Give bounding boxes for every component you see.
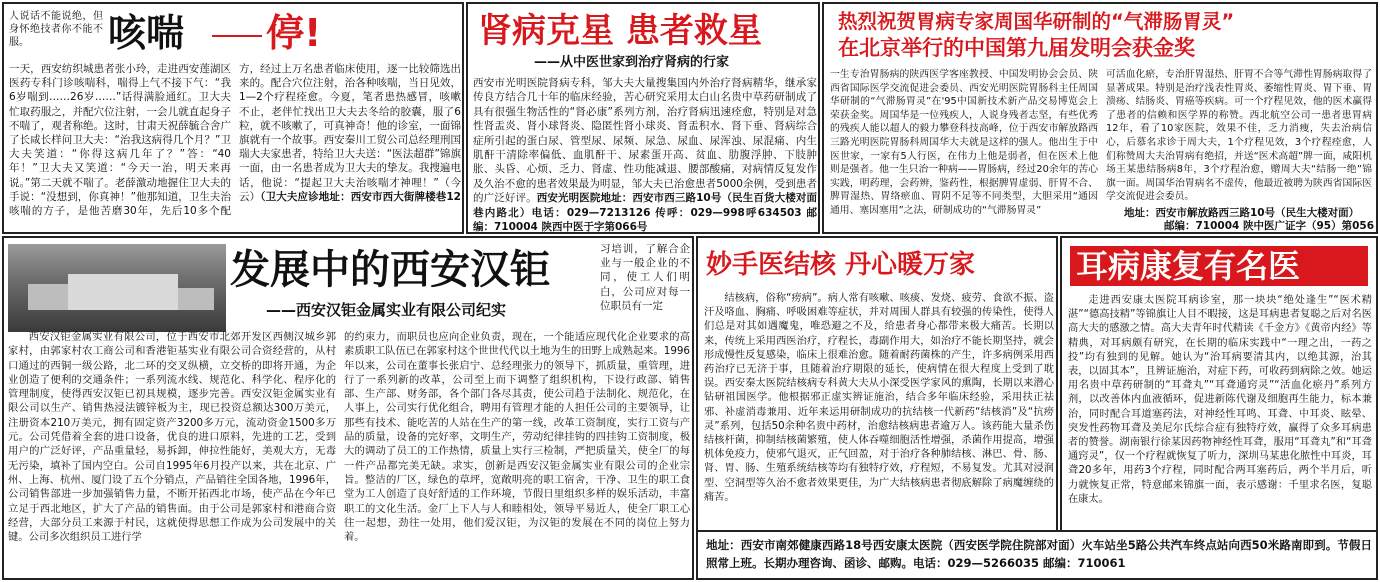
hanju-col2: 的约束力，而职员也应向企业负责，现在，一个能适应现代化企业要求的高素质职工队伍已在郭家村这个世世代代以土地为生的田野上成熟起来。1996年以来，公司在董事长张启宁、总经理张力的领导下，抓质量，重管理，进行了一系列新的改革，公司至上而下调整了组织机构，下设行政部、销售部、生产部、财务部，各个部门各尽其责，使公司趋于法制化、规范化，在人事上，公司实行优化组合，聘用有管理才能的人担任公司的主要领导，让那些有技术、能吃苦的人站在生产的第一线，改革工资制度，实行工资与产品的质量，设备的完好率，文明生产，劳动纪律挂钩的四挂钩工资制度，极大的调动了员工的工作热情，质量上实行三检制，严把质量关，使全厂的每一件产品都完美无缺。求实，创新是西安汉钜金属实业有限公司的企业宗旨。整洁的厂区，绿色的草坪，宽敞明亮的职工宿舍，干净、卫生的职工食堂为工人创造了良好舒适的工作环境，节假日里组织多样的娱乐活动，丰富职工的文化生活。金厂上下人与人和睦相处，领导平易近人，使全厂职工心往一起想，劲往一处用，他们爱汉钜，为汉钜的发展在不同的岗位上努力着。 [344,331,690,544]
cough-note: （今云） [239,176,461,203]
article-ear [1060,236,1378,580]
tb-address-strip [696,530,1378,580]
stomach-col2: 可活血化瘀，专治肝胃湿热、肝胃不合等气滞性胃肠病取得了显著成果。特别是治疗浅表性胃炎、萎缩性胃炎、胃下垂、胃溃疡、结肠炎、胃癌等疾病。可一个疗程见效，他的医术赢得了患者的信赖和医学界的称赞。西北航空公司一患者患胃病12年，看了10家医院，效果不佳，乏力消瘦，失去治病信心，后慕名求诊于周大夫，1个疗程见效，3个疗程痊愈，人们称赞周大夫治胃病有绝招，并送“医术高超”牌一面，咸阳机场王某患结肠病8年，3个疗程治愈，赠周大夫“结肠一绝”锦旗一面。周国华治胃病名不虚传，他最近被聘为陕西省国际医学交流促进会委员。 [1106,69,1372,203]
stomach-col1: 一生专治胃肠病的陕西医学客座教授、中国发明协会会员、陕西省国际医学交流促进会委员、西安光明医院胃肠科主任周国华研制的“气滞肠胃灵”在'95中国新技术新产品交易博览会上荣获金奖。周国华是一位残疾人，人说身残者志坚，有些优秀的残疾人能以超人的毅力攀登科技高峰，位于西安市解放路西三路光明医院胃肠科周国华大夫就是这样的强人。他出生于中医世家，一家有5人行医，在伟力上他是弱者，但在医术上他则是强者。他一生只治一种病——胃肠病，经过20余年的苦心实践，明药理，会药辨，鉴药性，根据脾胃虚弱、肝胃不合、脾胃湿热、胃络瘀血、胃阴不足等不同类型，大胆采用“通因通用、塞因塞用”之法，研制成功的“气滞肠胃灵” [830,69,1098,216]
tb-address: 地址：西安市南郊健康西路18号西安康太医院（西安医学院住院部对面）火车站坐5路公共汽车终点站向西50米路南即到。节假日照常上班。长期办理咨询、函诊、邮购。电话：029—5266035 邮编：710061 [706,538,1372,570]
cough-body [9,62,461,230]
article-hanju [2,236,694,580]
stomach-title-line2: 在北京举行的中国第九届发明会获金奖 [838,36,1195,60]
stomach-title-line1: 热烈祝贺胃病专家周国华研制的“气滞肠胃灵” [838,10,1235,33]
tb-body: 结核病，俗称“痨病”。病人常有咳嗽、咳痰、发烧、疲劳、食欲不振、盗汗及咯血、胸痛、呼吸困难等症状，并对周围人群具有较强的传染性，使得人们总是对其如遇魔鬼，唯恐避之不及，给患者身心都带来极大痛苦。长期以来，传统上采用西医治疗，疗程长，毒副作用大，如治疗不能长期坚持，就会形成慢性反复感染，临床上很难治愈。随着耐药菌株的产生，许多病例采用西药治疗已无济于事，且随着治疗期限的延长，使病情在很大程度上受到了耽误。西安秦太医院结核病专科黄大夫从小深受医学家风的熏陶，长期以来潜心钻研祖国医学。他根据邪正虚实辨证施治，结合多年临床经验，采用扶正祛邪、补虚消毒兼用、近年来运用研制成功的抗结核一代新药“结核消”及“抗痨灵”系列，包括50余种名贵中药材，治愈结核病患者逾万人。该药能大量杀伤结核杆菌，抑制结核菌繁殖，使人体吞噬细胞活性增强，杀菌作用提高，增强机体免疫力，使邪气退灭，正气回盈，对于治疗各种肺结核、淋巴、骨、肠、肾、胃、肠、生殖系统结核等均有独特疗效，疗程短，不易复发。尤其对浸润型、空洞型等久治不愈者效果更佳，为广大结核病患者彻底解除了病魔缠绕的痛苦。 [704,293,1054,503]
hanju-col0-top: 习培训，了解合企业与一般企业的不同，使工人们明白，公司应对每一位职员有一定 [600,243,690,312]
factory-building [68,274,178,310]
cough-intro: 人说话不能说绝，但身怀绝技者你不能不服。 [9,11,103,48]
ear-title: 耳病康复有名医 [1076,247,1301,285]
cough-address: （卫大夫应诊地址：西安市西大街牌楼巷12 [260,190,461,203]
tb-title: 妙手医结核 丹心暖万家 [706,250,976,280]
article-stomach [822,2,1378,234]
kidney-body-text: 西安市光明医院肾病专科，邹大夫大量搜集国内外治疗肾病精华，继承家传良方结合几十年的临床经验，苦心研究采用太白山名贵中草药研制成了具有很强生物活性的“肾必康”系列方剂，治疗肾病迅速痊愈，特别是对急性肾盂炎、肾小球肾炎、隐匿性肾小球炎、肾盂积水、肾下垂、肾病综合症所引起的蛋白尿、管型尿、尿频、尿急、尿血、尿浑浊、尿混痛、内生肌酐干清除率偏低、血肌酐干、尿素蛋开高、贫血、肋腹浮肿、下肢肿胀、头昏、心烦、乏力、肾虚、性功能减退、腰部酸痛，对病情反复发作及久治不愈的患者效果最为明显，邹大夫已治愈患者5000余例，受到患者的广泛好评。 [473,77,817,205]
article-kidney [466,2,820,234]
kidney-subtitle: ——从中医世家到治疗肾病的行家 [534,55,730,70]
stomach-address: 地址：西安市解放路西三路10号（民生大楼对面） [1124,207,1360,219]
factory-building-wing [28,284,68,310]
cough-title-left: 咳喘 [108,11,185,55]
stomach-postcode: 邮编：710004 陕中医广证字（95）第056 [1164,220,1374,232]
hanju-col1: 西安汉钜金属实业有限公司，位于西安市北郊开发区西侧汉城乡郭家村，由郭家村农工商公司和香港钜基实业有限公司合资经营的，从村口通过的西铜一级公路，北二环的交叉纵横，立交桥的即将开通，为企业创造了便利的交通条件；一系列流水线、规范化、科学化、程序化的管理制度，使得西安汉钜已初具规模，逐步完善。西安汉钜金属实业有限公司以生产、销售热浸法镀锌板为主，现已投资总额达300万美元，注册资本210万美元，拥有固定资产3200多万元，流动资金1500多万元。公司凭借着全套的进口设备，优良的进口原料，先进的工艺，受到用户的广泛好评，产品重量轻，易拆卸，伸拉性能好，美观大方，无毒无污染，填补了国内空白。公司自1995年6月投产以来，共在北京、广州、上海、杭州、厦门设了五个分销点，产品销往全国各地，1996年，公司销售部进一步加强销售力量，不断开拓西北市场，使产品在今年已立足于西北地区，扩大了产品的销售面。由于公司是郭家村和港商合资经营，大部分员工来源于村民，这就使得思想工作成为公司发展中的关键。公司多次组织员工进行学 [8,331,336,544]
hanju-subtitle: ——西安汉钜金属实业有限公司纪实 [266,301,507,319]
factory-building-wing [178,288,214,310]
article-cough-asthma [2,2,464,234]
hanju-title: 发展中的西安汉钜 [230,247,550,293]
kidney-address: 西安光明医院地址：西安市西三路10号（民生百货大楼对面巷内路北）电话：029—7213126 传呼：029—998呼634503 邮编：710004 陕西中医于字第066号 [473,192,817,232]
ear-body: 走进西安康太医院耳病诊室，那一块块“绝处逢生”“医术精湛”“德高技精”等锦旗让人目不暇接，这是耳病患者复聪之后对名医高大夫的感激之情。高大夫青年时代精读《千金方》《黄帝内经》等精典，对耳病颇有研究，在长期的临床实践中“一理之出，一药之投”均有独到的见解。她认为“治耳病要清其内，以绝其源，治其表，以固其本”，且辨证施治，对症下药，可收药到病除之效。她运用名贵中草药研制的“耳聋丸”“耳聋通窍灵”“活血化瘀丹”系列方剂，以改善体内血液循环，促进新陈代谢及细胞再生能力，标本兼治，同时配合耳道塞药法，对神经性耳鸣、耳聋、中耳炎、眩晕、突发性药物耳聋及美尼尔氏综合症有独特疗效，赢得了众多耳病患者的赞誉。湖南银行徐某因药物神经性耳聋，服用“耳聋丸”和“耳聋通窍灵”，仅一个疗程就恢复了听力，深圳马某患化脓性中耳炎，耳聋20多年，用药3个疗程，同时配合两耳塞药后，两个半月后，听力就恢复正常，特意邮来锦旗一面，表示感谢：千里求名医，复聪在康太。 [1068,295,1372,505]
cough-title-right: 停! [266,11,322,55]
kidney-body [473,76,817,232]
kidney-title: 肾病克星 患者救星 [478,11,762,51]
article-tb [696,236,1058,580]
factory-photo [8,244,226,332]
cough-body-text: 一天，西安纺织城患者张小玲，走进西安莲湖区医药专科门诊咳喘科，喘得上气不接下气：“我6岁喘到……26岁……”话得满脸通红。卫大夫忙取药服之，并配穴位注射，一会儿就直起身子不喘了，观者称绝。这时，甘肃天祝薛毓合舍广了长咸长样问卫大夫：“治我这病得几个月？”卫大夫笑道：“你得这病几年了？”答：“40年！”卫大夫又笑道：“今天一治，明天来再说。”第二天就不喘了。老薛激动地握住卫大夫的手说：“没想到，你真神！”他那知道，卫生夫治咳喘的方子，是他苦磨30年，先后10多个配方，经过上万名患者临床使用，逐一比较筛选出来的。配合穴位注射，治各种咳喘，当日见效，1—2个疗程痊愈。今夏，笔者患热感冒，咳嗽不止，老伴忙找出卫大夫去冬给的胶囊，服了6粒，就不咳嗽了，可真神奇！他的诊室，一面锦旗就有一个故事。西安秦川工贸公司总经理刑国瑞大夫家患者，特给卫大夫送：“医法超群”锦旗一面，由一名患者成为卫大夫的挚友。我搜遍电话，他说：“提起卫大夫治咳喘才神哩！” [9,63,461,218]
title-dash [212,35,262,37]
